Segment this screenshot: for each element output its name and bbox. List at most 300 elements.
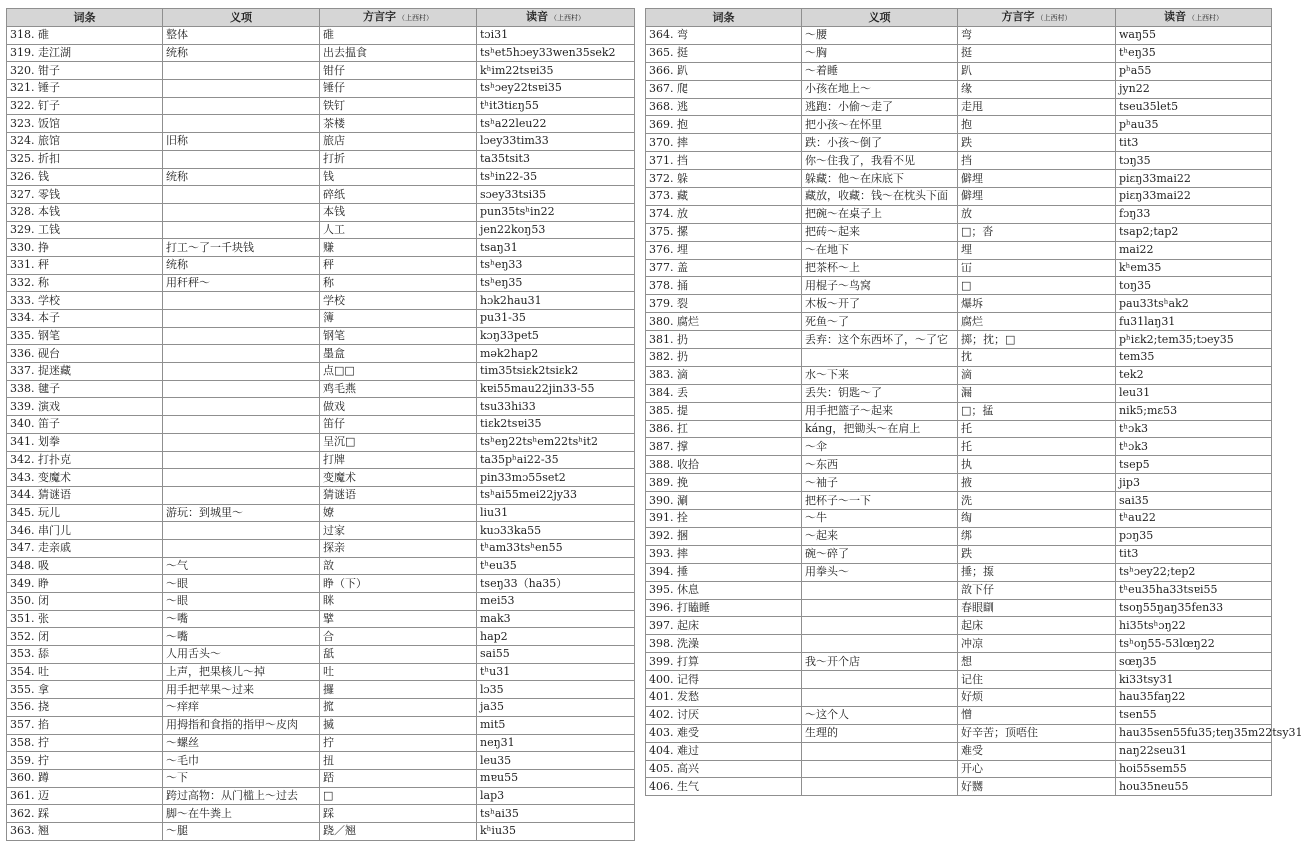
- dialect-cell: 埋: [958, 241, 1116, 259]
- reading-cell: fu31laŋ31: [1116, 313, 1272, 331]
- right-table-panel: [645, 8, 1303, 796]
- meaning-cell: 逃跑：小偷～走了: [802, 98, 958, 116]
- entry-cell: 344. 猜谜语: [7, 486, 163, 504]
- table-row: [7, 62, 635, 80]
- entry-cell: 334. 本子: [7, 310, 163, 328]
- dialect-cell: 放: [958, 205, 1116, 223]
- dialect-cell: 出去揾食: [320, 44, 477, 62]
- dialect-cell: 敨: [320, 557, 477, 575]
- meaning-cell: [163, 451, 320, 469]
- reading-cell: kʰim22tsɐi35: [477, 62, 635, 80]
- dialect-cell: 爆坼: [958, 295, 1116, 313]
- dialect-cell: 本钱: [320, 203, 477, 221]
- entry-cell: 335. 钢笔: [7, 327, 163, 345]
- reading-cell: tit3: [1116, 134, 1272, 152]
- entry-cell: 329. 工钱: [7, 221, 163, 239]
- reading-cell: hou35neu55: [1116, 778, 1272, 796]
- entry-cell: 342. 打扑克: [7, 451, 163, 469]
- entry-cell: 395. 休息: [646, 581, 802, 599]
- meaning-cell: 水～下来: [802, 366, 958, 384]
- reading-cell: tʰeu35ha33tsɐi55: [1116, 581, 1272, 599]
- entry-cell: 359. 拧: [7, 752, 163, 770]
- meaning-cell: [163, 221, 320, 239]
- meaning-cell: 生理的: [802, 724, 958, 742]
- entry-cell: 379. 裂: [646, 295, 802, 313]
- entry-cell: 371. 挡: [646, 152, 802, 170]
- entry-cell: 405. 高兴: [646, 760, 802, 778]
- meaning-cell: 碗～碎了: [802, 545, 958, 563]
- meaning-cell: [163, 416, 320, 434]
- entry-cell: 406. 生气: [646, 778, 802, 796]
- meaning-cell: 用手把苹果～过来: [163, 681, 320, 699]
- table-row: [646, 563, 1272, 581]
- dialect-cell: 抌: [958, 349, 1116, 367]
- meaning-cell: [802, 635, 958, 653]
- meaning-cell: [802, 688, 958, 706]
- reading-cell: lap3: [477, 787, 635, 805]
- dialect-cell: 滴: [958, 366, 1116, 384]
- dialect-cell: 拧: [320, 734, 477, 752]
- entry-cell: 404. 难过: [646, 742, 802, 760]
- entry-cell: 333. 学校: [7, 292, 163, 310]
- meaning-cell: [163, 486, 320, 504]
- meaning-cell: 把砖～起来: [802, 223, 958, 241]
- header-dialect: 方言字 （上西村）: [320, 9, 477, 27]
- reading-cell: kuɔ33ka55: [477, 522, 635, 540]
- entry-cell: 340. 笛子: [7, 416, 163, 434]
- reading-cell: tsʰɔey22tsɐi35: [477, 80, 635, 98]
- entry-cell: 383. 滴: [646, 366, 802, 384]
- entry-cell: 330. 挣: [7, 239, 163, 257]
- table-row: [7, 716, 635, 734]
- entry-cell: 377. 盖: [646, 259, 802, 277]
- dialect-cell: 掖: [958, 474, 1116, 492]
- table-row: [646, 420, 1272, 438]
- table-row: [7, 327, 635, 345]
- meaning-cell: 旧称: [163, 133, 320, 151]
- meaning-cell: [163, 469, 320, 487]
- dialect-cell: 冲凉: [958, 635, 1116, 653]
- meaning-cell: 用拳头～: [802, 563, 958, 581]
- meaning-cell: 死鱼～了: [802, 313, 958, 331]
- header-entry: 词条: [646, 9, 802, 27]
- table-row: [646, 98, 1272, 116]
- entry-cell: 375. 摞: [646, 223, 802, 241]
- dialect-cell: 想: [958, 653, 1116, 671]
- dialect-cell: 绑: [958, 527, 1116, 545]
- dialect-cell: 弯: [958, 27, 1116, 45]
- dialect-cell: 冚: [958, 259, 1116, 277]
- entry-cell: 352. 闭: [7, 628, 163, 646]
- meaning-cell: [802, 778, 958, 796]
- reading-cell: nik5;mɛ53: [1116, 402, 1272, 420]
- entry-cell: 358. 拧: [7, 734, 163, 752]
- dialect-cell: 称: [320, 274, 477, 292]
- reading-cell: tseŋ33（ha35）: [477, 575, 635, 593]
- entry-cell: 394. 捶: [646, 563, 802, 581]
- meaning-cell: [802, 671, 958, 689]
- reading-cell: pʰiɛk2;tem35;tɔey35: [1116, 331, 1272, 349]
- entry-cell: 324. 旅馆: [7, 133, 163, 151]
- table-row: [7, 451, 635, 469]
- meaning-cell: 统称: [163, 44, 320, 62]
- table-row: [646, 545, 1272, 563]
- reading-cell: ja35: [477, 699, 635, 717]
- dialect-cell: 点□□: [320, 363, 477, 381]
- dialect-cell: 绹: [958, 510, 1116, 528]
- reading-cell: ki33tsy31: [1116, 671, 1272, 689]
- table-row: [7, 310, 635, 328]
- entry-cell: 353. 舔: [7, 646, 163, 664]
- reading-cell: tsʰeŋ33: [477, 256, 635, 274]
- entry-cell: 321. 锤子: [7, 80, 163, 98]
- reading-cell: hɔk2hau31: [477, 292, 635, 310]
- meaning-cell: [163, 203, 320, 221]
- entry-cell: 328. 本钱: [7, 203, 163, 221]
- table-row: [646, 205, 1272, 223]
- dialect-cell: 吐: [320, 663, 477, 681]
- reading-cell: tiɛk2tsɐi35: [477, 416, 635, 434]
- dialect-cell: 挺: [958, 44, 1116, 62]
- entry-cell: 403. 难受: [646, 724, 802, 742]
- table-row: [646, 384, 1272, 402]
- meaning-cell: ～痒痒: [163, 699, 320, 717]
- table-row: [7, 610, 635, 628]
- dialect-cell: □；掹: [958, 402, 1116, 420]
- meaning-cell: [163, 62, 320, 80]
- meaning-cell: 你～住我了，我看不见: [802, 152, 958, 170]
- table-row: [646, 366, 1272, 384]
- entry-cell: 374. 放: [646, 205, 802, 223]
- reading-cell: tsap2;tap2: [1116, 223, 1272, 241]
- table-row: [7, 27, 635, 45]
- entry-cell: 402. 讨厌: [646, 706, 802, 724]
- dialect-cell: □: [320, 787, 477, 805]
- reading-cell: ta35pʰai22-35: [477, 451, 635, 469]
- left-table-panel: [6, 8, 634, 841]
- reading-cell: kʰem35: [1116, 259, 1272, 277]
- dialect-cell: 好嬲: [958, 778, 1116, 796]
- table-row: [646, 331, 1272, 349]
- meaning-cell: 打工～了一千块钱: [163, 239, 320, 257]
- entry-cell: 392. 捆: [646, 527, 802, 545]
- reading-cell: leu31: [1116, 384, 1272, 402]
- entry-cell: 341. 划拳: [7, 433, 163, 451]
- table-row: [646, 706, 1272, 724]
- meaning-cell: 跌：小孩～倒了: [802, 134, 958, 152]
- entry-cell: 354. 吐: [7, 663, 163, 681]
- entry-cell: 346. 串门儿: [7, 522, 163, 540]
- entry-cell: 367. 爬: [646, 80, 802, 98]
- entry-cell: 370. 摔: [646, 134, 802, 152]
- meaning-cell: [163, 433, 320, 451]
- table-row: [646, 742, 1272, 760]
- header-reading: 读音 （上西村）: [477, 9, 635, 27]
- reading-cell: neŋ31: [477, 734, 635, 752]
- dialect-cell: □；沓: [958, 223, 1116, 241]
- meaning-cell: 统称: [163, 168, 320, 186]
- entry-cell: 320. 钳子: [7, 62, 163, 80]
- meaning-cell: 用秆秤～: [163, 274, 320, 292]
- reading-cell: tim35tsiɛk2tsiɛk2: [477, 363, 635, 381]
- meaning-cell: 整体: [163, 27, 320, 45]
- meaning-cell: 躲藏：他～在床底下: [802, 170, 958, 188]
- dialect-cell: 锤仔: [320, 80, 477, 98]
- dialect-cell: 猜谜语: [320, 486, 477, 504]
- reading-cell: tɔi31: [477, 27, 635, 45]
- table-row: [7, 504, 635, 522]
- meaning-cell: ～腿: [163, 822, 320, 840]
- reading-cell: leu35: [477, 752, 635, 770]
- table-row: [7, 398, 635, 416]
- meaning-cell: 用棍子～鸟窝: [802, 277, 958, 295]
- reading-cell: fɔŋ33: [1116, 205, 1272, 223]
- entry-cell: 348. 吸: [7, 557, 163, 575]
- entry-cell: 347. 走亲戚: [7, 539, 163, 557]
- entry-cell: 325. 折扣: [7, 150, 163, 168]
- entry-cell: 356. 挠: [7, 699, 163, 717]
- reading-cell: toŋ35: [1116, 277, 1272, 295]
- table-row: [7, 522, 635, 540]
- reading-cell: jip3: [1116, 474, 1272, 492]
- table-row: [7, 97, 635, 115]
- meaning-cell: 把小孩～在怀里: [802, 116, 958, 134]
- reading-cell: tʰu31: [477, 663, 635, 681]
- table-row: [7, 752, 635, 770]
- meaning-cell: [163, 97, 320, 115]
- reading-cell: hau35sen55fu35;teŋ35m22tsy31: [1116, 724, 1272, 742]
- table-row: [646, 241, 1272, 259]
- header-dialect: 方言字 （上西村）: [958, 9, 1116, 27]
- entry-cell: 343. 变魔术: [7, 469, 163, 487]
- dialect-cell: 笛仔: [320, 416, 477, 434]
- reading-cell: pʰa55: [1116, 62, 1272, 80]
- dialect-cell: 执: [958, 456, 1116, 474]
- meaning-cell: ～螺丝: [163, 734, 320, 752]
- meaning-cell: ～牛: [802, 510, 958, 528]
- table-row: [7, 486, 635, 504]
- table-row: [7, 221, 635, 239]
- dialect-cell: 舐: [320, 646, 477, 664]
- reading-cell: waŋ55: [1116, 27, 1272, 45]
- table-row: [646, 152, 1272, 170]
- reading-cell: tʰit3tiɛŋ55: [477, 97, 635, 115]
- table-row: [646, 349, 1272, 367]
- reading-cell: mit5: [477, 716, 635, 734]
- table-row: [7, 787, 635, 805]
- reading-cell: hi35tsʰɔŋ22: [1116, 617, 1272, 635]
- table-row: [7, 363, 635, 381]
- entry-cell: 364. 弯: [646, 27, 802, 45]
- table-row: [7, 274, 635, 292]
- reading-cell: kɔŋ33pet5: [477, 327, 635, 345]
- table-row: [646, 492, 1272, 510]
- meaning-cell: [802, 599, 958, 617]
- meaning-cell: [163, 522, 320, 540]
- meaning-cell: 把杯子～一下: [802, 492, 958, 510]
- entry-cell: 365. 挺: [646, 44, 802, 62]
- meaning-cell: ～东西: [802, 456, 958, 474]
- meaning-cell: ～在地下: [802, 241, 958, 259]
- meaning-cell: 藏放，收藏：钱～在枕头下面: [802, 188, 958, 206]
- entry-cell: 336. 砚台: [7, 345, 163, 363]
- table-row: [646, 474, 1272, 492]
- meaning-cell: [802, 742, 958, 760]
- dialect-cell: 变魔术: [320, 469, 477, 487]
- meaning-cell: 把碗～在桌子上: [802, 205, 958, 223]
- table-row: [7, 822, 635, 840]
- reading-cell: tsep5: [1116, 456, 1272, 474]
- meaning-cell: 统称: [163, 256, 320, 274]
- entry-cell: 322. 钉子: [7, 97, 163, 115]
- table-row: [646, 778, 1272, 796]
- dialect-cell: 攞: [320, 681, 477, 699]
- dialect-cell: 嫽: [320, 504, 477, 522]
- entry-cell: 319. 走江湖: [7, 44, 163, 62]
- entry-cell: 350. 闭: [7, 593, 163, 611]
- reading-cell: tʰau22: [1116, 510, 1272, 528]
- entry-cell: 362. 踩: [7, 805, 163, 823]
- dialect-cell: 托: [958, 420, 1116, 438]
- meaning-cell: ～嘴: [163, 610, 320, 628]
- dialect-cell: 记住: [958, 671, 1116, 689]
- reading-cell: tsʰin22-35: [477, 168, 635, 186]
- dialect-cell: 起床: [958, 617, 1116, 635]
- dialect-cell: 睁（下）: [320, 575, 477, 593]
- dialect-cell: 打牌: [320, 451, 477, 469]
- reading-cell: hau35faŋ22: [1116, 688, 1272, 706]
- meaning-cell: [163, 345, 320, 363]
- dialect-cell: 钢笔: [320, 327, 477, 345]
- table-row: [646, 581, 1272, 599]
- reading-cell: ta35tsit3: [477, 150, 635, 168]
- dialect-cell: 开心: [958, 760, 1116, 778]
- entry-cell: 380. 腐烂: [646, 313, 802, 331]
- meaning-cell: ～眼: [163, 593, 320, 611]
- reading-cell: tʰeŋ35: [1116, 44, 1272, 62]
- dialect-cell: 洗: [958, 492, 1116, 510]
- meaning-cell: [802, 349, 958, 367]
- meaning-cell: [802, 760, 958, 778]
- entry-cell: 387. 撑: [646, 438, 802, 456]
- entry-cell: 360. 蹲: [7, 769, 163, 787]
- dialect-cell: 捶；揼: [958, 563, 1116, 581]
- entry-cell: 389. 挽: [646, 474, 802, 492]
- reading-cell: jyn22: [1116, 80, 1272, 98]
- meaning-cell: 丢弃：这个东西坏了，～了它: [802, 331, 958, 349]
- table-row: [646, 671, 1272, 689]
- dialect-cell: 憎: [958, 706, 1116, 724]
- reading-cell: tek2: [1116, 366, 1272, 384]
- table-row: [7, 133, 635, 151]
- table-row: [646, 27, 1272, 45]
- table-row: [646, 295, 1272, 313]
- table-row: [646, 116, 1272, 134]
- entry-cell: 381. 扔: [646, 331, 802, 349]
- table-row: [7, 681, 635, 699]
- table-row: [646, 653, 1272, 671]
- entry-cell: 396. 打瞌睡: [646, 599, 802, 617]
- dialect-cell: 做戏: [320, 398, 477, 416]
- dialect-cell: 打折: [320, 150, 477, 168]
- reading-cell: mei53: [477, 593, 635, 611]
- table-row: [646, 438, 1272, 456]
- entry-cell: 363. 翘: [7, 822, 163, 840]
- header-entry: 词条: [7, 9, 163, 27]
- reading-cell: pun35tsʰin22: [477, 203, 635, 221]
- table-row: [646, 527, 1272, 545]
- dialect-cell: 呈沉□: [320, 433, 477, 451]
- header-meaning: 义项: [802, 9, 958, 27]
- meaning-cell: ～气: [163, 557, 320, 575]
- table-row: [646, 688, 1272, 706]
- table-row: [646, 277, 1272, 295]
- entry-cell: 366. 趴: [646, 62, 802, 80]
- reading-cell: sai35: [1116, 492, 1272, 510]
- meaning-cell: káng，把锄头～在肩上: [802, 420, 958, 438]
- entry-cell: 337. 捉迷藏: [7, 363, 163, 381]
- reading-cell: sœŋ35: [1116, 653, 1272, 671]
- meaning-cell: [802, 581, 958, 599]
- table-row: [646, 313, 1272, 331]
- reading-cell: tsaŋ31: [477, 239, 635, 257]
- meaning-cell: ～腰: [802, 27, 958, 45]
- table-row: [646, 259, 1272, 277]
- dialect-cell: 搣: [320, 716, 477, 734]
- table-row: [646, 134, 1272, 152]
- reading-cell: mak3: [477, 610, 635, 628]
- reading-cell: pau33tsʰak2: [1116, 295, 1272, 313]
- dialect-cell: 墨盒: [320, 345, 477, 363]
- entry-cell: 390. 涮: [646, 492, 802, 510]
- table-header-row: [7, 9, 635, 27]
- dialect-cell: 腐烂: [958, 313, 1116, 331]
- meaning-cell: 小孩在地上～: [802, 80, 958, 98]
- meaning-cell: 丢失：钥匙～了: [802, 384, 958, 402]
- reading-cell: tsʰeŋ35: [477, 274, 635, 292]
- dialect-cell: 擘: [320, 610, 477, 628]
- reading-cell: kɐi55mau22jin33-55: [477, 380, 635, 398]
- dialect-cell: 趴: [958, 62, 1116, 80]
- entry-cell: 393. 摔: [646, 545, 802, 563]
- meaning-cell: 人用舌头～: [163, 646, 320, 664]
- dialect-cell: 跷／翘: [320, 822, 477, 840]
- meaning-cell: ～着睡: [802, 62, 958, 80]
- reading-cell: pu31-35: [477, 310, 635, 328]
- entry-cell: 388. 收拾: [646, 456, 802, 474]
- reading-cell: hoi55sem55: [1116, 760, 1272, 778]
- dialect-cell: 碎纸: [320, 186, 477, 204]
- reading-cell: mək2hap2: [477, 345, 635, 363]
- reading-cell: sɔey33tsi35: [477, 186, 635, 204]
- table-row: [7, 115, 635, 133]
- table-row: [646, 635, 1272, 653]
- meaning-cell: [163, 363, 320, 381]
- table-row: [7, 44, 635, 62]
- entry-cell: 401. 发愁: [646, 688, 802, 706]
- meaning-cell: [163, 186, 320, 204]
- reading-cell: tʰɔk3: [1116, 420, 1272, 438]
- table-row: [646, 402, 1272, 420]
- dialect-cell: 碓: [320, 27, 477, 45]
- reading-cell: tsʰa22leu22: [477, 115, 635, 133]
- table-row: [7, 699, 635, 717]
- table-row: [7, 593, 635, 611]
- reading-cell: tɔŋ35: [1116, 152, 1272, 170]
- dialect-cell: 探亲: [320, 539, 477, 557]
- reading-cell: piɛŋ33mai22: [1116, 170, 1272, 188]
- table-row: [7, 256, 635, 274]
